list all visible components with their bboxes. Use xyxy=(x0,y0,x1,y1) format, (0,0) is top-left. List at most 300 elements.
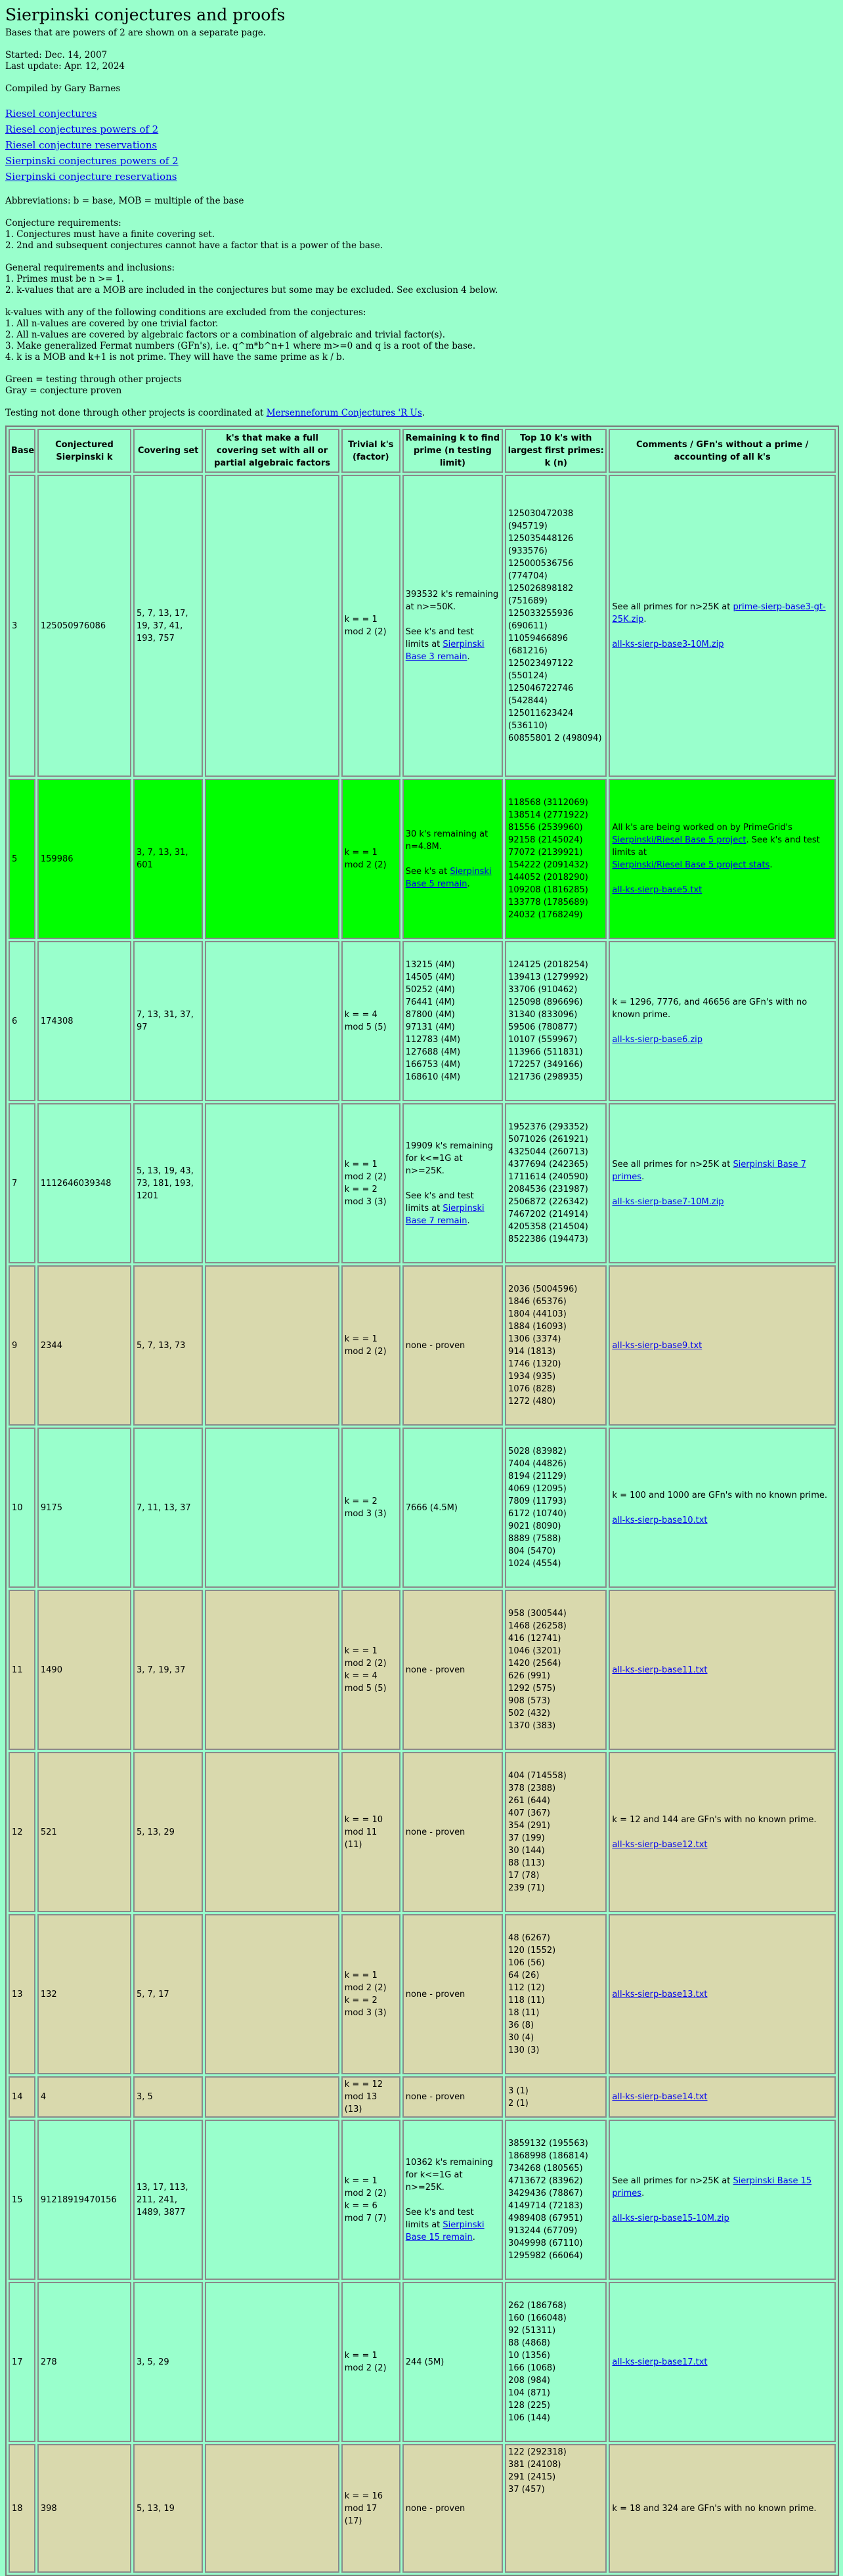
comments-cell xyxy=(609,1914,836,2074)
algebraic-ks-cell xyxy=(205,2120,339,2280)
cell-line: 626 (991) xyxy=(508,1671,550,1681)
top-10-cell xyxy=(505,1265,607,1426)
algebraic-ks-cell xyxy=(205,2282,339,2442)
cell-line: 124125 (2018254) xyxy=(508,960,588,970)
cell-line: 4069 (12095) xyxy=(508,1484,567,1494)
cell-line: 81556 (2539960) xyxy=(508,823,583,833)
mersenneforum-link[interactable]: Mersenneforum Conjectures 'R Us xyxy=(266,408,422,418)
top-10-cell xyxy=(505,779,607,939)
cell-line: k = 18 and 324 are GFn's with no known prime. xyxy=(612,2503,817,2514)
cell-line: 1934 (935) xyxy=(508,1372,556,1382)
remaining-k-cell: none - proven xyxy=(402,1752,503,1912)
file-link[interactable]: all-ks-sierp-base17.txt xyxy=(612,2357,708,2367)
coordination-note: Testing not done through other projects is coordinated at Mersenneforum Conjectures 'R Us. xyxy=(5,408,425,418)
cell-line: k = = 6 mod 7 (7) xyxy=(344,2201,387,2223)
cell-line: k = = 10 mod 11 (11) xyxy=(344,1814,383,1850)
file-link[interactable]: all-ks-sierp-base10.txt xyxy=(612,1515,708,1525)
cell-line: 2506872 (226342) xyxy=(508,1197,588,1207)
cell-line: 125000536756 (774704) xyxy=(508,558,574,581)
top-10-cell xyxy=(505,1428,607,1588)
conjectured-k-cell: 278 xyxy=(37,2282,131,2442)
cell-line: 17 (78) xyxy=(508,1871,540,1881)
file-link[interactable]: all-ks-sierp-base13.txt xyxy=(612,1989,708,1999)
table-row xyxy=(9,1752,836,1912)
file-link[interactable]: all-ks-sierp-base11.txt xyxy=(612,1665,708,1675)
cell-line: 30 (144) xyxy=(508,1846,545,1856)
cell-line: 1046 (3201) xyxy=(508,1646,561,1656)
comments-cell xyxy=(609,1103,836,1263)
table-row xyxy=(9,1103,836,1263)
cell-line: k = = 1 mod 2 (2) xyxy=(344,1971,387,1993)
algebraic-ks-cell xyxy=(205,2444,339,2573)
cell-line: 172257 (349166) xyxy=(508,1060,583,1070)
cell-line: k = = 1 mod 2 (2) xyxy=(344,1334,387,1357)
file-link[interactable]: Sierpinski Base 7 primes xyxy=(612,1160,806,1182)
trivial-ks-cell xyxy=(341,475,400,777)
cell-line: 239 (71) xyxy=(508,1883,545,1893)
file-link[interactable]: all-ks-sierp-base15-10M.zip xyxy=(612,2214,729,2223)
cell-line: 139413 (1279992) xyxy=(508,972,588,982)
remain-link[interactable]: Sierpinski Base 5 remain xyxy=(405,866,492,889)
base-cell: 14 xyxy=(9,2076,35,2118)
cell-line xyxy=(612,884,832,896)
remaining-k-cell: none - proven xyxy=(402,1265,503,1426)
covering-set-cell: 5, 13, 19, 43, 73, 181, 193, 1201 xyxy=(133,1103,203,1263)
cell-line: 133778 (1785689) xyxy=(508,898,588,907)
cell-line: 502 (432) xyxy=(508,1709,550,1718)
base-cell: 15 xyxy=(9,2120,35,2280)
requirement-item: 2. 2nd and subsequent conjectures cannot have a factor that is a power of the base. xyxy=(5,240,383,251)
exclusion-item: 3. Make generalized Fermat numbers (GFn's), i.e. q^m*b^n+1 where m>=0 and q is a root of the base. xyxy=(5,341,476,351)
remaining-k-cell: none - proven xyxy=(402,1590,503,1750)
top-10-cell xyxy=(505,2282,607,2442)
header-trivial-ks: Trivial k's (factor) xyxy=(341,429,400,473)
cell-line: 1952376 (293352) xyxy=(508,1122,588,1132)
cell-line: k = = 1 mod 2 (2) xyxy=(344,1160,387,1182)
cell-line: k = = 12 mod 13 (13) xyxy=(344,2080,383,2114)
comments-cell xyxy=(609,475,836,777)
cell-line: 4149714 (72183) xyxy=(508,2201,583,2211)
cell-line: 125011623424 (536110) xyxy=(508,708,574,731)
last-update: Last update: Apr. 12, 2024 xyxy=(5,61,125,72)
top-10-cell xyxy=(505,2444,607,2573)
cell-line: k = = 2 mod 3 (3) xyxy=(344,1996,387,2018)
remain-link[interactable]: Sierpinski Base 3 remain xyxy=(405,640,485,662)
cell-line: 60855801 2 (498094) xyxy=(508,733,602,743)
trivial-ks-cell xyxy=(341,2444,400,2573)
exclusion-item: 1. All n-values are covered by one trivial factor. xyxy=(5,318,219,329)
cell-line: 31340 (833096) xyxy=(508,1010,578,1020)
table-row xyxy=(9,2444,836,2573)
header-covering-set: Covering set xyxy=(133,429,203,473)
remaining-k-cell: 30 k's remaining at n=4.8M. See k's at Sierpinski Base 5 remain. xyxy=(402,779,503,939)
cell-line xyxy=(508,2496,603,2508)
covering-set-cell: 5, 13, 19 xyxy=(133,2444,203,2573)
file-link[interactable]: all-ks-sierp-base6.zip xyxy=(612,1035,703,1045)
link-riesel-conjectures[interactable]: Riesel conjectures xyxy=(5,108,97,120)
table-row xyxy=(9,475,836,777)
cell-line: 14505 (4M) xyxy=(405,972,455,982)
cell-line: 37 (457) xyxy=(508,2485,545,2495)
cell-line: 87800 (4M) xyxy=(405,1010,455,1020)
base-cell: 11 xyxy=(9,1590,35,1750)
trivial-ks-cell xyxy=(341,2282,400,2442)
table-row xyxy=(9,2282,836,2442)
file-link[interactable]: all-ks-sierp-base7-10M.zip xyxy=(612,1197,724,1207)
cell-line: 3429436 (78867) xyxy=(508,2189,583,2198)
trivial-ks-cell xyxy=(341,1103,400,1263)
cell-line: 404 (714558) xyxy=(508,1771,567,1781)
trivial-ks-cell xyxy=(341,2120,400,2280)
base-cell: 3 xyxy=(9,475,35,777)
cell-line: 64 (26) xyxy=(508,1971,540,1980)
top-10-cell xyxy=(505,475,607,777)
conjectured-k-cell: 1112646039348 xyxy=(37,1103,131,1263)
base-cell: 13 xyxy=(9,1914,35,2074)
covering-set-cell: 3, 7, 13, 31, 601 xyxy=(133,779,203,939)
conjectured-k-cell: 2344 xyxy=(37,1265,131,1426)
link-riesel-reservations[interactable]: Riesel conjecture reservations xyxy=(5,139,158,151)
remaining-k-cell: none - proven xyxy=(402,2076,503,2118)
cell-line: 734268 (180565) xyxy=(508,2164,583,2173)
cell-line: 77072 (2139921) xyxy=(508,848,583,858)
base-cell: 17 xyxy=(9,2282,35,2442)
cell-line: 97131 (4M) xyxy=(405,1022,455,1032)
cell-line xyxy=(612,638,832,651)
algebraic-ks-cell xyxy=(205,1265,339,1426)
cell-line: 50252 (4M) xyxy=(405,985,455,995)
covering-set-cell: 13, 17, 113, 211, 241, 1489, 3877 xyxy=(133,2120,203,2280)
cell-line: 125035448126 (933576) xyxy=(508,533,574,556)
cell-line xyxy=(612,2356,832,2369)
table-row xyxy=(9,2076,836,2118)
exclusion-item: 2. All n-values are covered by algebraic factors or a combination of algebraic and trivial factor(s). xyxy=(5,330,445,340)
general-item: 1. Primes must be n >= 1. xyxy=(5,274,124,284)
cell-line: 8889 (7588) xyxy=(508,1534,561,1544)
cell-line xyxy=(508,2546,603,2558)
cell-line: 125030472038 (945719) xyxy=(508,508,574,531)
cell-line: 354 (291) xyxy=(508,1821,550,1831)
cell-line: 6172 (10740) xyxy=(508,1509,567,1519)
cell-line: All k's are being worked on by PrimeGrid's Sierpinski/Riesel Base 5 project. See k's and test limits at xyxy=(612,823,820,858)
header-algebraic-ks: k's that make a full covering set with all or partial algebraic factors xyxy=(205,429,339,473)
comments-cell xyxy=(609,2282,836,2442)
cell-line xyxy=(612,1196,832,1208)
cell-line xyxy=(508,2533,603,2546)
trivial-ks-cell xyxy=(341,1590,400,1750)
cell-line: 128 (225) xyxy=(508,2401,550,2411)
base-cell: 5 xyxy=(9,779,35,939)
cell-line: 7809 (11793) xyxy=(508,1496,567,1506)
cell-line: 381 (24108) xyxy=(508,2460,561,2470)
covering-set-cell: 5, 7, 17 xyxy=(133,1914,203,2074)
cell-line: 11059466896 (681216) xyxy=(508,633,569,656)
covering-set-cell: 5, 13, 29 xyxy=(133,1752,203,1912)
cell-line: 407 (367) xyxy=(508,1808,550,1818)
cell-line: 3 (1) xyxy=(508,2085,529,2096)
remaining-k-cell xyxy=(402,941,503,1101)
conjectured-k-cell: 398 xyxy=(37,2444,131,2573)
cell-line: 1370 (383) xyxy=(508,1721,556,1731)
cell-line: 125046722746 (542844) xyxy=(508,683,574,706)
cell-line: 4989408 (67951) xyxy=(508,2214,583,2223)
algebraic-ks-cell xyxy=(205,1914,339,2074)
cell-line xyxy=(612,1183,832,1196)
conjectured-k-cell: 174308 xyxy=(37,941,131,1101)
cell-line: 1076 (828) xyxy=(508,1384,556,1394)
trivial-ks-cell xyxy=(341,2076,400,2118)
algebraic-ks-cell xyxy=(205,1103,339,1263)
trivial-ks-cell xyxy=(341,941,400,1101)
algebraic-ks-cell xyxy=(205,1590,339,1750)
header-comments: Comments / GFn's without a prime / accounting of all k's xyxy=(609,429,836,473)
cell-line: 127688 (4M) xyxy=(405,1047,461,1057)
table-row xyxy=(9,1265,836,1426)
cell-line xyxy=(612,871,832,884)
trivial-ks-cell xyxy=(341,1914,400,2074)
cell-line: 88 (113) xyxy=(508,1858,545,1868)
cell-line: 1884 (16093) xyxy=(508,1322,567,1332)
requirements-title: Conjecture requirements: xyxy=(5,218,121,229)
cell-line: 168610 (4M) xyxy=(405,1072,461,1082)
cell-line: k = 12 and 144 are GFn's with no known prime. xyxy=(612,1814,817,1825)
remaining-k-cell: none - proven xyxy=(402,1914,503,2074)
cell-line: 3049998 (67110) xyxy=(508,2238,583,2248)
top-10-cell xyxy=(505,941,607,1101)
cell-line: k = 100 and 1000 are GFn's with no known prime. xyxy=(612,1490,828,1500)
cell-line: 144052 (2018290) xyxy=(508,873,588,883)
cell-line xyxy=(612,2200,832,2212)
cell-line xyxy=(612,626,832,638)
cell-line xyxy=(612,1034,832,1046)
cell-line: 1746 (1320) xyxy=(508,1359,561,1369)
cell-line: 118 (11) xyxy=(508,1996,545,2005)
cell-line: 130 (3) xyxy=(508,2045,540,2055)
header-conjectured-k: Conjectured Sierpinski k xyxy=(37,429,131,473)
cell-line: 30 (4) xyxy=(508,2033,534,2043)
subtitle: Bases that are powers of 2 are shown on a separate page. xyxy=(5,28,267,38)
file-link[interactable]: prime-sierp-base3-gt-25K.zip xyxy=(612,602,826,624)
cell-line: 3859132 (195563) xyxy=(508,2139,588,2149)
table-row xyxy=(9,1590,836,1750)
covering-set-cell: 7, 11, 13, 37 xyxy=(133,1428,203,1588)
cell-line: 1868998 (186814) xyxy=(508,2151,588,2161)
started-date: Started: Dec. 14, 2007 xyxy=(5,50,108,60)
conjectured-k-cell: 4 xyxy=(37,2076,131,2118)
cell-line: 4377694 (242365) xyxy=(508,1160,588,1169)
cell-line: 9021 (8090) xyxy=(508,1521,561,1531)
cell-line: k = = 1 mod 2 (2) xyxy=(344,848,387,870)
cell-line: 33706 (910462) xyxy=(508,985,578,995)
base-cell: 18 xyxy=(9,2444,35,2573)
cell-line: 4325044 (260713) xyxy=(508,1147,588,1157)
top-10-cell xyxy=(505,1914,607,2074)
base-cell: 7 xyxy=(9,1103,35,1263)
comments-cell xyxy=(609,2076,836,2118)
remaining-k-cell: none - proven xyxy=(402,2444,503,2573)
cell-line: 804 (5470) xyxy=(508,1546,556,1556)
table-row xyxy=(9,1914,836,2074)
cell-line: 138514 (2771922) xyxy=(508,810,588,820)
cell-line xyxy=(508,2521,603,2533)
conjectured-k-cell: 125050976086 xyxy=(37,475,131,777)
cell-line xyxy=(612,1664,832,1676)
remaining-k-cell: 393532 k's remaining at n>=50K. See k's and test limits at Sierpinski Base 3 remain. xyxy=(402,475,503,777)
cell-line: 2 (1) xyxy=(508,2098,529,2108)
comments-cell xyxy=(609,941,836,1101)
file-link[interactable]: Sierpinski Base 15 primes xyxy=(612,2176,812,2198)
conjectured-k-cell: 9175 xyxy=(37,1428,131,1588)
covering-set-cell: 3, 5 xyxy=(133,2076,203,2118)
cell-line: k = = 4 mod 5 (5) xyxy=(344,1010,387,1032)
cell-line: See all primes for n>25K at prime-sierp-base3-gt-25K.zip. xyxy=(612,602,826,624)
cell-line: 76441 (4M) xyxy=(405,997,455,1007)
top-10-cell xyxy=(505,1752,607,1912)
trivial-ks-cell xyxy=(341,1265,400,1426)
comments-cell xyxy=(609,779,836,939)
cell-line: See all primes for n>25K at Sierpinski Base 15 primes. xyxy=(612,2176,812,2198)
covering-set-cell: 7, 13, 31, 37, 97 xyxy=(133,941,203,1101)
cell-line: 160 (166048) xyxy=(508,2313,567,2323)
cell-line: 36 (8) xyxy=(508,2020,534,2030)
algebraic-ks-cell xyxy=(205,1752,339,1912)
algebraic-ks-cell xyxy=(205,475,339,777)
file-link[interactable]: Sierpinski/Riesel Base 5 project xyxy=(612,835,746,845)
header-top-10: Top 10 k's with largest first primes: k (n) xyxy=(505,429,607,473)
header-remaining-k: Remaining k to find prime (n testing limit) xyxy=(402,429,503,473)
cell-line: 914 (1813) xyxy=(508,1347,556,1357)
cell-line: 112783 (4M) xyxy=(405,1035,461,1045)
cell-line xyxy=(612,2091,832,2103)
cell-line xyxy=(612,1502,832,1514)
cell-line: 5028 (83982) xyxy=(508,1447,567,1456)
table-header-row xyxy=(9,429,836,473)
link-riesel-powers-of-2[interactable]: Riesel conjectures powers of 2 xyxy=(5,123,159,135)
table-row xyxy=(9,1428,836,1588)
cell-line: 4205358 (214504) xyxy=(508,1222,588,1232)
cell-line: 1272 (480) xyxy=(508,1397,556,1407)
cell-line: 106 (144) xyxy=(508,2413,550,2423)
cell-line: 7404 (44826) xyxy=(508,1459,567,1469)
file-link[interactable]: all-ks-sierp-base9.txt xyxy=(612,1340,702,1351)
requirement-item: 1. Conjectures must have a finite covering set. xyxy=(5,229,215,240)
cell-line: 88 (4868) xyxy=(508,2338,550,2348)
link-sierpinski-reservations[interactable]: Sierpinski conjecture reservations xyxy=(5,171,177,183)
file-link[interactable]: all-ks-sierp-base12.txt xyxy=(612,1839,708,1850)
remaining-k-cell: 244 (5M) xyxy=(402,2282,503,2442)
page-title: Sierpinski conjectures and proofs xyxy=(5,5,286,24)
cell-line: 1846 (65376) xyxy=(508,1297,567,1307)
cell-line: 125023497122 (550124) xyxy=(508,658,574,681)
cell-line: 2084536 (231987) xyxy=(508,1185,588,1194)
cell-line: 291 (2415) xyxy=(508,2472,556,2482)
cell-line: k = = 1 mod 2 (2) xyxy=(344,1646,387,1669)
cell-line xyxy=(508,2558,603,2571)
cell-line: 59506 (780877) xyxy=(508,1022,578,1032)
green-legend: Green = testing through other projects xyxy=(5,374,182,385)
exclusions-title: k-values with any of the following conditions are excluded from the conjectures: xyxy=(5,307,366,318)
file-link[interactable]: all-ks-sierp-base14.txt xyxy=(612,2092,708,2102)
remain-link[interactable]: Sierpinski Base 7 remain xyxy=(405,1203,485,1226)
conjectured-k-cell: 132 xyxy=(37,1914,131,2074)
cell-line: k = = 16 mod 17 (17) xyxy=(344,2491,383,2526)
cell-line: 122 (292318) xyxy=(508,2447,567,2457)
cell-line: 1468 (26258) xyxy=(508,1621,567,1631)
cell-line: 1804 (44103) xyxy=(508,1309,567,1319)
cell-line: 1711614 (240590) xyxy=(508,1172,588,1182)
remaining-k-cell: 10362 k's remaining for k<=1G at n>=25K. See k's and test limits at Sierpinski Base 15 remain. xyxy=(402,2120,503,2280)
cell-line: Sierpinski/Riesel Base 5 project stats. xyxy=(612,860,773,870)
cell-line: 154222 (2091432) xyxy=(508,860,588,870)
comments-cell xyxy=(609,1752,836,1912)
algebraic-ks-cell xyxy=(205,1428,339,1588)
cell-line: 109208 (1816285) xyxy=(508,885,588,895)
cell-line xyxy=(612,1514,832,1527)
cell-line: 5071026 (261921) xyxy=(508,1135,588,1145)
file-link[interactable]: Sierpinski/Riesel Base 5 project stats xyxy=(612,860,770,870)
covering-set-cell: 3, 7, 19, 37 xyxy=(133,1590,203,1750)
table-row xyxy=(9,941,836,1101)
cell-line: 120 (1552) xyxy=(508,1946,556,1955)
algebraic-ks-cell xyxy=(205,941,339,1101)
top-10-cell xyxy=(505,1103,607,1263)
table-row xyxy=(9,2120,836,2280)
cell-line xyxy=(612,1839,832,1851)
base-cell: 6 xyxy=(9,941,35,1101)
file-link[interactable]: all-ks-sierp-base5.txt xyxy=(612,885,702,895)
cell-line: 4713672 (83962) xyxy=(508,2176,583,2186)
cell-line: 125026898182 (751689) xyxy=(508,583,574,606)
comments-cell xyxy=(609,2120,836,2280)
cell-line: 7467202 (214914) xyxy=(508,1210,588,1219)
cell-line: 1295982 (66064) xyxy=(508,2251,583,2261)
file-link[interactable]: all-ks-sierp-base3-10M.zip xyxy=(612,640,724,649)
conjectured-k-cell: 521 xyxy=(37,1752,131,1912)
conjectured-k-cell: 91218919470156 xyxy=(37,2120,131,2280)
trivial-ks-cell xyxy=(341,779,400,939)
cell-line: 125098 (896696) xyxy=(508,997,583,1007)
cell-line: 106 (56) xyxy=(508,1958,545,1968)
cell-line xyxy=(508,2508,603,2521)
cell-line: 121736 (298935) xyxy=(508,1072,583,1082)
cell-line: 18 (11) xyxy=(508,2008,540,2018)
cell-line: 118568 (3112069) xyxy=(508,798,588,808)
cell-line: 378 (2388) xyxy=(508,1783,556,1793)
cell-line: 1306 (3374) xyxy=(508,1334,561,1344)
base-cell: 9 xyxy=(9,1265,35,1426)
base-cell: 12 xyxy=(9,1752,35,1912)
remaining-k-cell: 7666 (4.5M) xyxy=(402,1428,503,1588)
cell-line: 2036 (5004596) xyxy=(508,1284,578,1294)
cell-line: 37 (199) xyxy=(508,1833,545,1843)
cell-line: 261 (644) xyxy=(508,1796,550,1806)
covering-set-cell: 5, 7, 13, 17, 19, 37, 41, 193, 757 xyxy=(133,475,203,777)
cell-line: 166 (1068) xyxy=(508,2363,556,2373)
cell-line: 1292 (575) xyxy=(508,1684,556,1693)
remain-link[interactable]: Sierpinski Base 15 remain xyxy=(405,2219,485,2242)
covering-set-cell: 3, 5, 29 xyxy=(133,2282,203,2442)
top-10-cell xyxy=(505,2076,607,2118)
link-sierpinski-powers-of-2[interactable]: Sierpinski conjectures powers of 2 xyxy=(5,155,179,167)
conjectured-k-cell: 159986 xyxy=(37,779,131,939)
table-row xyxy=(9,779,836,939)
cell-line: k = 1296, 7776, and 46656 are GFn's with no known prime. xyxy=(612,997,808,1020)
base-cell: 10 xyxy=(9,1428,35,1588)
cell-line: 262 (186768) xyxy=(508,2301,567,2311)
cell-line: k = = 1 mod 2 (2) xyxy=(344,2351,387,2373)
cell-line: k = = 4 mod 5 (5) xyxy=(344,1671,387,1693)
cell-line: 913244 (67709) xyxy=(508,2226,578,2236)
